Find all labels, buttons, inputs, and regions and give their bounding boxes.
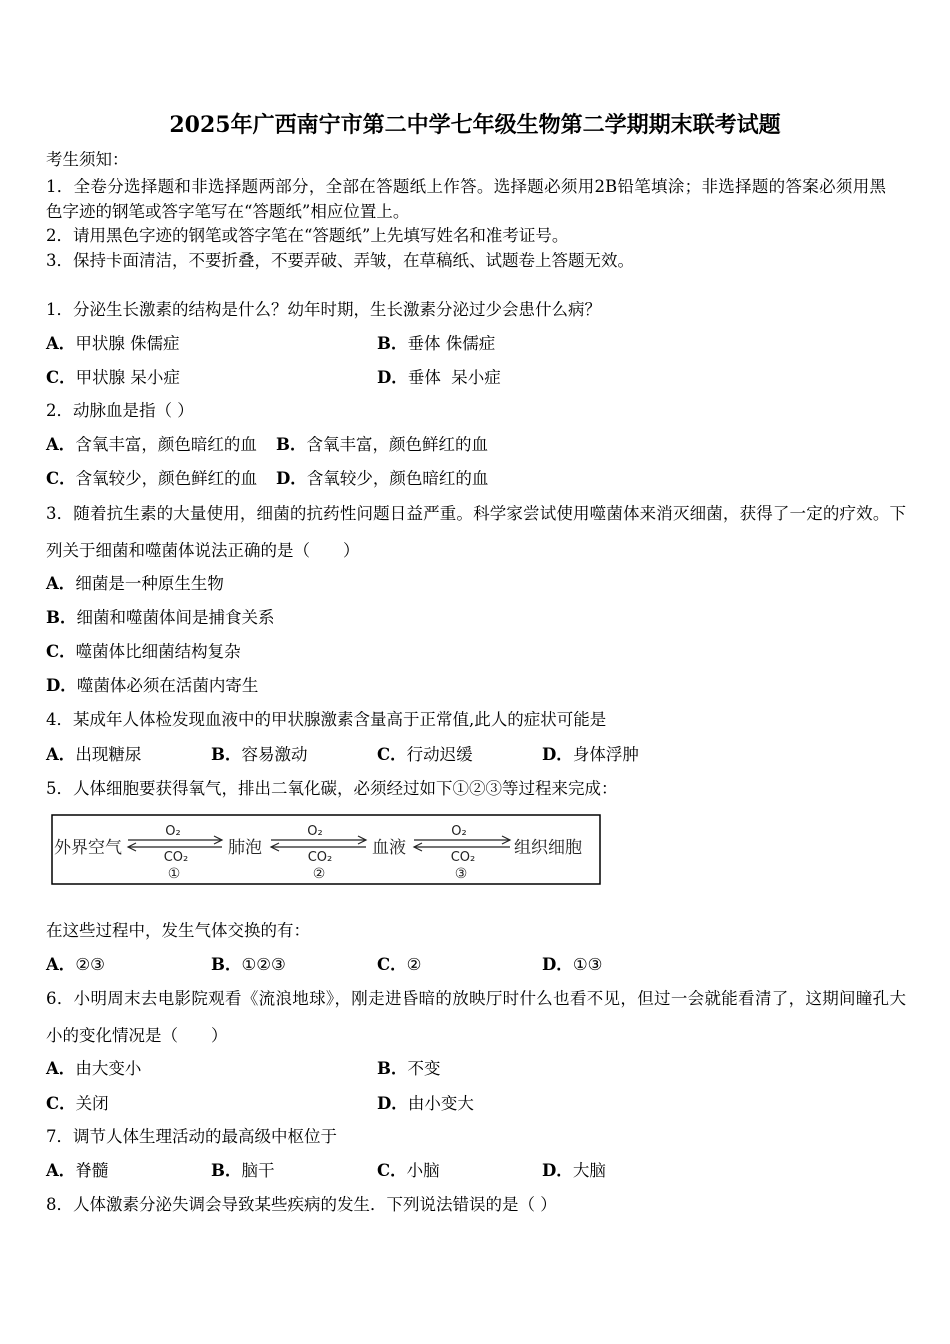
option-text: 细菌是一种原生生物	[75, 574, 224, 593]
question-6-option-b	[377, 1057, 440, 1081]
option-text: ②③	[75, 955, 105, 974]
option-text: ①②③	[241, 955, 286, 974]
question-6-option-d	[377, 1092, 474, 1116]
option-label: D．	[377, 1094, 408, 1113]
question-6-stem: 6．小明周末去电影院观看《流浪地球》，刚走进昏暗的放映厅时什么也看不见，但过一会就能看清了，这期间瞳孔大小的变化情况是（ ）	[46, 989, 906, 1045]
option-label: A．	[46, 1059, 76, 1078]
question-1-option-b	[377, 332, 495, 356]
option-text: 含氧丰富，颜色暗红的血	[75, 435, 257, 454]
question-5-followup: 在这些过程中，发生气体交换的有：	[46, 921, 310, 940]
option-label: C．	[46, 368, 76, 387]
step-1-o2-label: O₂	[165, 824, 181, 839]
option-label: A．	[46, 574, 76, 593]
step-3-o2-label: O₂	[451, 824, 467, 839]
question-4-option-d	[542, 743, 639, 767]
option-text: 行动迟缓	[406, 745, 473, 764]
question-7-option-a	[46, 1159, 108, 1183]
option-text: 甲状腺 侏儒症	[75, 334, 180, 353]
option-text: ①③	[572, 955, 603, 974]
option-text: 含氧较少，颜色暗红的血	[306, 469, 489, 488]
question-1-option-d	[377, 366, 501, 390]
option-text: 垂体 侏儒症	[407, 334, 496, 353]
option-text: 甲状腺 呆小症	[75, 368, 180, 387]
option-label: B．	[46, 608, 77, 627]
option-label: D．	[542, 955, 573, 974]
step-2-o2-label: O₂	[307, 824, 323, 839]
step-1-co2-label: CO₂	[163, 850, 189, 865]
question-4-stem: 4．某成年人体检发现血液中的甲状腺激素含量高于正常值,此人的症状可能是	[46, 710, 607, 729]
option-text: 关闭	[75, 1094, 109, 1113]
option-label: B．	[377, 334, 408, 353]
option-text: 由大变小	[75, 1059, 142, 1078]
option-label: A．	[46, 1161, 76, 1180]
option-label: D．	[377, 368, 408, 387]
step-1-number: ①	[167, 866, 181, 882]
option-text: 大脑	[572, 1161, 606, 1180]
option-label: B．	[377, 1059, 408, 1078]
question-7-stem: 7．调节人体生理活动的最高级中枢位于	[46, 1127, 337, 1146]
question-5-option-d	[542, 953, 602, 977]
question-5-stem: 5．人体细胞要获得氧气，排出二氧化碳，必须经过如下①②③等过程来完成：	[46, 779, 618, 798]
option-label: C．	[46, 1094, 76, 1113]
question-2-option-b	[276, 433, 488, 457]
question-4-option-b	[211, 743, 307, 767]
question-1-option-a	[46, 332, 180, 356]
step-3-number: ③	[454, 866, 468, 882]
option-text: 身体浮肿	[572, 745, 639, 764]
question-2-option-a	[46, 433, 257, 457]
diagram-node-outside-air: 外界空气	[54, 838, 122, 858]
question-2-option-d	[276, 467, 488, 491]
question-3-option-a	[46, 572, 224, 596]
notice-item-1: 1．全卷分选择题和非选择题两部分，全部在答题纸上作答。选择题必须用2B铅笔填涂；非选择题的答案必须用黑色字迹的钢笔或答字笔写在“答题纸”相应位置上。	[46, 177, 886, 221]
question-4-option-a	[46, 743, 141, 767]
exam-title: 2025年广西南宁市第二中学七年级生物第二学期期末联考试题	[169, 112, 781, 138]
option-label: B．	[211, 1161, 242, 1180]
step-3-co2-label: CO₂	[450, 850, 476, 865]
question-5-option-c	[377, 953, 421, 977]
question-2-stem: 2．动脉血是指（ ）	[46, 401, 194, 420]
notice-heading: 考生须知：	[46, 150, 129, 169]
option-text: 噬菌体必须在活菌内寄生	[76, 676, 259, 695]
notice-item-3: 3．保持卡面清洁，不要折叠，不要弄破、弄皱，在草稿纸、试题卷上答题无效。	[46, 251, 634, 270]
option-text: 脑干	[241, 1161, 275, 1180]
option-text: 由小变大	[407, 1094, 474, 1113]
question-7-option-c	[377, 1159, 440, 1183]
question-6-option-c	[46, 1092, 109, 1116]
option-label: C．	[377, 745, 407, 764]
question-4-option-c	[377, 743, 473, 767]
option-text: 含氧较少，颜色鲜红的血	[75, 469, 258, 488]
option-label: A．	[46, 334, 76, 353]
question-2-option-c	[46, 467, 257, 491]
option-label: B．	[276, 435, 307, 454]
option-label: A．	[46, 955, 76, 974]
gas-exchange-diagram	[51, 814, 601, 885]
option-label: A．	[46, 745, 76, 764]
diagram-node-alveoli: 肺泡	[228, 838, 262, 858]
option-text: 细菌和噬菌体间是捕食关系	[76, 608, 275, 627]
option-text: 容易激动	[241, 745, 308, 764]
option-label: D．	[542, 745, 573, 764]
option-text: 噬菌体比细菌结构复杂	[75, 642, 241, 661]
option-text: 小脑	[406, 1161, 440, 1180]
question-5-option-b	[211, 953, 286, 977]
option-label: C．	[377, 955, 407, 974]
option-label: B．	[211, 955, 242, 974]
option-label: D．	[276, 469, 307, 488]
option-text: 不变	[407, 1059, 441, 1078]
option-text: 含氧丰富，颜色鲜红的血	[306, 435, 488, 454]
question-7-option-d	[542, 1159, 606, 1183]
question-3-option-d	[46, 674, 258, 698]
option-label: C．	[377, 1161, 407, 1180]
question-3-option-b	[46, 606, 274, 630]
option-label: A．	[46, 435, 76, 454]
option-label: C．	[46, 642, 76, 661]
question-7-option-b	[211, 1159, 274, 1183]
option-label: D．	[46, 676, 77, 695]
question-3-option-c	[46, 640, 241, 664]
diagram-node-blood: 血液	[372, 838, 406, 858]
step-2-co2-label: CO₂	[307, 850, 333, 865]
question-6-option-a	[46, 1057, 141, 1081]
option-text: ②	[406, 955, 422, 974]
option-text: 出现糖尿	[75, 745, 142, 764]
question-3-stem: 3．随着抗生素的大量使用，细菌的抗药性问题日益严重。科学家尝试使用噬菌体来消灭细菌，获得了一定的疗效。下列关于细菌和噬菌体说法正确的是（ ）	[46, 504, 906, 560]
question-1-stem: 1．分泌生长激素的结构是什么？幼年时期，生长激素分泌过少会患什么病？	[46, 300, 601, 319]
step-2-number: ②	[312, 866, 326, 882]
option-label: C．	[46, 469, 76, 488]
notice-item-2: 2．请用黑色字迹的钢笔或答字笔在“答题纸”上先填写姓名和准考证号。	[46, 226, 569, 245]
question-1-option-c	[46, 366, 180, 390]
option-label: B．	[211, 745, 242, 764]
option-text: 垂体 呆小症	[407, 368, 501, 387]
question-8-stem: 8．人体激素分泌失调会导致某些疾病的发生．下列说法错误的是（ ）	[46, 1195, 557, 1214]
option-label: D．	[542, 1161, 573, 1180]
diagram-node-tissue-cells: 组织细胞	[514, 838, 582, 858]
question-5-option-a	[46, 953, 105, 977]
option-text: 脊髓	[75, 1161, 109, 1180]
